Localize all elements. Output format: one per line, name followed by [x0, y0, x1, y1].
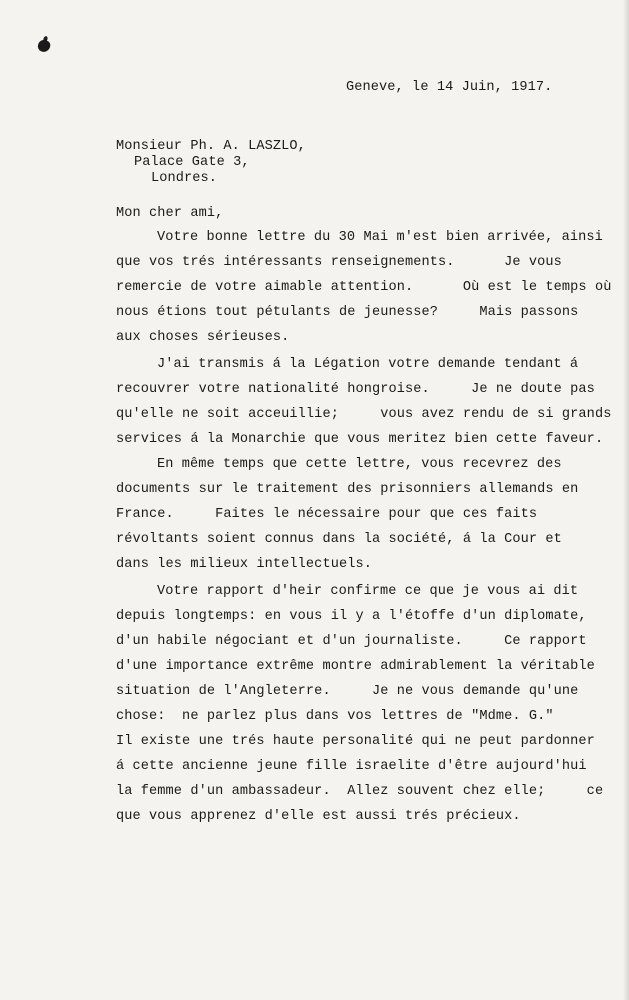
body-line: Votre bonne lettre du 30 Mai m'est bien arrivée, ainsi — [157, 230, 603, 245]
body-line: recouvrer votre nationalité hongroise. Je ne doute pas — [116, 382, 595, 397]
body-line: France. Faites le nécessaire pour que ces faits — [116, 507, 538, 522]
body-line: chose: ne parlez plus dans vos lettres de "Mdme. G." — [116, 709, 554, 724]
body-line: dans les milieux intellectuels. — [116, 557, 372, 572]
body-line: services á la Monarchie que vous meritez bien cette faveur. — [116, 432, 604, 447]
body-line: documents sur le traitement des prisonniers allemands en — [116, 482, 579, 497]
punch-hole-mark — [36, 38, 51, 53]
recipient-name: Monsieur Ph. A. LASZLO, — [116, 139, 306, 154]
body-line: aux choses sérieuses. — [116, 330, 290, 345]
recipient-address-line-2: Londres. — [151, 171, 218, 186]
page-edge-shadow — [623, 0, 629, 1000]
body-line: d'un habile négociant et d'un journaliste. Ce rapport — [116, 634, 587, 649]
body-line: la femme d'un ambassadeur. Allez souvent chez elle; ce — [116, 784, 604, 799]
recipient-address-line-1: Palace Gate 3, — [134, 155, 250, 170]
body-line: d'une importance extrême montre admirablement la véritable — [116, 659, 595, 674]
body-line: nous étions tout pétulants de jeunesse? Mais passons — [116, 305, 579, 320]
body-line: J'ai transmis á la Légation votre demande tendant á — [157, 357, 579, 372]
salutation: Mon cher ami, — [116, 206, 224, 221]
body-line: Il existe une trés haute personalité qui ne peut pardonner — [116, 734, 595, 749]
body-line: que vous apprenez d'elle est aussi trés précieux. — [116, 809, 521, 824]
body-line: En même temps que cette lettre, vous recevrez des — [157, 457, 562, 472]
letter-date: Geneve, le 14 Juin, 1917. — [346, 80, 553, 95]
body-line: remercie de votre aimable attention. Où est le temps où — [116, 280, 612, 295]
body-line: á cette ancienne jeune fille israelite d'être aujourd'hui — [116, 759, 587, 774]
body-line: situation de l'Angleterre. Je ne vous demande qu'une — [116, 684, 579, 699]
body-line: que vos trés intéressants renseignements. Je vous — [116, 255, 562, 270]
body-line: Votre rapport d'heir confirme ce que je vous ai dit — [157, 584, 579, 599]
body-line: qu'elle ne soit acceuillie; vous avez rendu de si grands — [116, 407, 612, 422]
body-line: depuis longtemps: en vous il y a l'étoffe d'un diplomate, — [116, 609, 587, 624]
body-line: révoltants soient connus dans la société, á la Cour et — [116, 532, 562, 547]
